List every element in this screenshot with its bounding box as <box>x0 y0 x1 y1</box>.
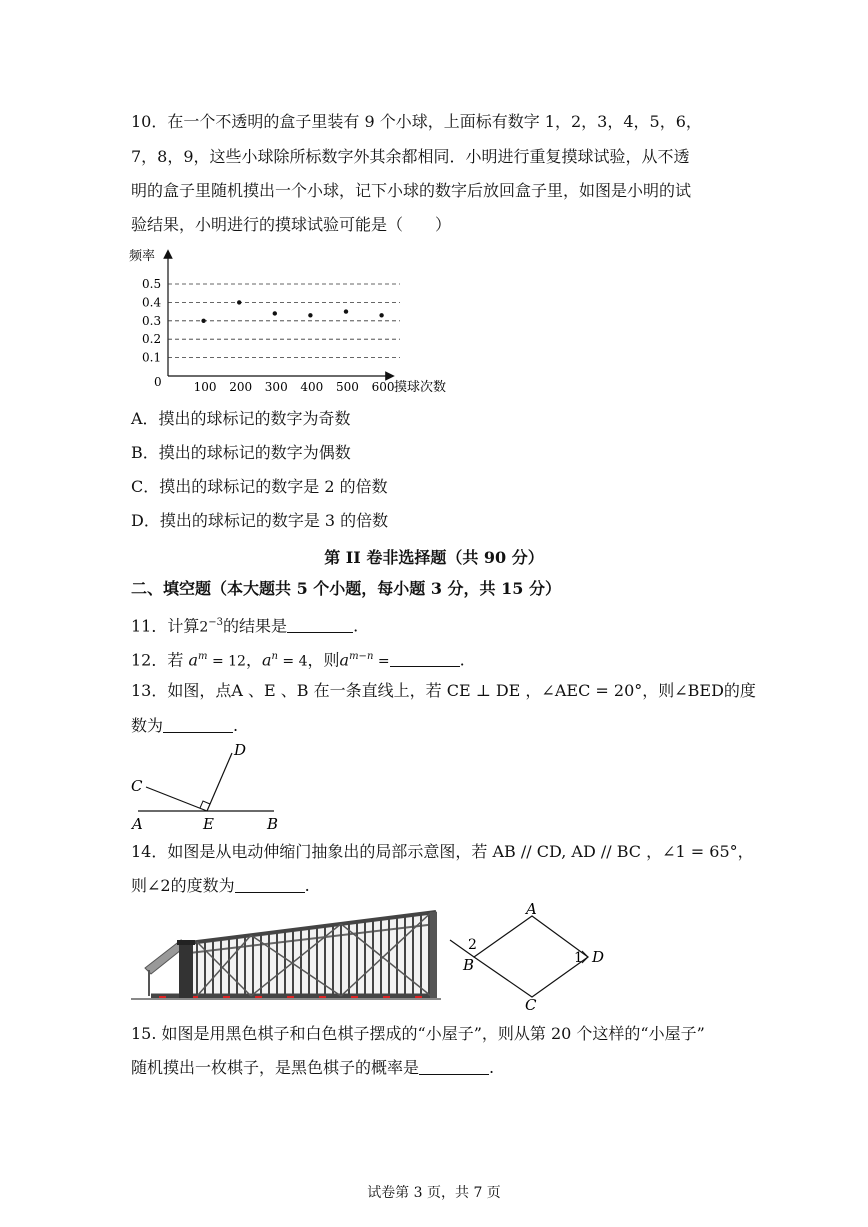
q12-sep1: ， <box>245 650 262 670</box>
q14-line-1: 14．如图是从电动伸缩门抽象出的局部示意图，若 AB // CD, AD // BC ，∠1 = 65°， <box>131 842 754 861</box>
q10-line-1: 10．在一个不透明的盒子里装有 9 个小球，上面标有数字 1，2，3，4，5，6， <box>131 112 702 131</box>
parallelogram-abcd <box>474 916 588 997</box>
q12-exp3: m−n <box>349 651 374 662</box>
q13-prefix: 数为 <box>131 716 164 735</box>
q13-answer-blank[interactable] <box>163 718 233 733</box>
q11-exp: −3 <box>208 617 224 628</box>
q15-line-2 <box>131 1058 494 1078</box>
q12-rest1: = 12 <box>207 653 246 670</box>
q14-line-2 <box>131 876 310 896</box>
y-tick-label: 0.3 <box>142 313 162 328</box>
y-tick-label: 0.4 <box>142 295 162 310</box>
data-point <box>273 311 277 315</box>
telescopic-gate-illustration <box>131 910 441 1006</box>
y-tick-label: 0.5 <box>142 277 162 291</box>
q10-line-3: 明的盒子里随机摸出一个小球，记下小球的数字后放回盒子里，如图是小明的试 <box>131 181 692 200</box>
q14-prefix: 则∠2的度数为 <box>131 876 235 895</box>
q12-a1: a <box>188 650 199 670</box>
q14-end: . <box>304 876 310 895</box>
q11-base: 2 <box>199 619 209 636</box>
label-a: A <box>526 902 537 918</box>
q12-exp2: n <box>271 651 278 662</box>
q12-a3: a <box>339 650 350 670</box>
segment-ec <box>146 787 207 811</box>
data-point <box>344 309 348 313</box>
label-c: C <box>525 996 537 1012</box>
data-point <box>237 300 241 304</box>
q12-rest2: = 4 <box>277 653 308 670</box>
gate-control-column <box>179 942 193 998</box>
q12-sep2: ，则 <box>307 650 340 670</box>
q12-rest3: = <box>373 653 390 670</box>
option-a: A．摸出的球标记的数字为奇数 <box>131 409 351 428</box>
label-e: E <box>203 815 214 832</box>
q14-parallelogram-figure <box>444 902 620 1012</box>
q11-line <box>131 613 358 637</box>
option-b: B．摸出的球标记的数字为偶数 <box>131 443 351 462</box>
label-angle-2: 2 <box>468 937 477 953</box>
q15-prefix: 随机摸出一枚棋子，是黑色棋子的概率是 <box>131 1058 420 1077</box>
q12-end: . <box>459 650 465 670</box>
x-axis-label: 摸球次数 <box>394 380 447 395</box>
y-tick-label: 0.1 <box>142 350 162 365</box>
option-d: D．摸出的球标记的数字是 3 的倍数 <box>131 511 389 530</box>
x-tick-label: 500 <box>336 380 359 394</box>
q11-prefix: 11．计算 <box>131 616 200 636</box>
gate-column-cap <box>177 940 195 945</box>
gate-end-post <box>430 912 437 998</box>
label-b: B <box>267 815 279 832</box>
x-tick-label: 100 <box>193 380 217 394</box>
x-tick-label: 600 <box>371 380 395 394</box>
q15-answer-blank[interactable] <box>419 1060 489 1075</box>
gate-motor-housing <box>145 940 181 974</box>
q10-line-2: 7，8，9，这些小球除所标数字外其余都相同．小明进行重复摸球试验，从不透 <box>131 147 690 166</box>
section-heading: 二、填空题（本大题共 5 个小题，每小题 3 分，共 15 分） <box>131 579 561 598</box>
label-c: C <box>131 777 143 795</box>
q12-answer-blank[interactable] <box>390 652 460 667</box>
label-angle-1: 1 <box>574 950 583 966</box>
x-tick-label: 300 <box>264 380 288 394</box>
y-axis-label: 频率 <box>129 249 156 264</box>
x-tick-label: 400 <box>300 380 324 394</box>
data-point <box>201 319 205 323</box>
frequency-chart <box>128 244 468 396</box>
data-point <box>308 313 312 317</box>
origin-label: 0 <box>154 375 162 389</box>
q11-end: . <box>353 616 359 636</box>
q15-end: . <box>489 1058 495 1077</box>
q13-line-1: 13．如图，点A 、E 、B 在一条直线上，若 CE ⊥ DE ，∠AEC = 20°，则∠BED的度 <box>131 681 756 700</box>
label-d: D <box>234 741 247 759</box>
option-c: C．摸出的球标记的数字是 2 的倍数 <box>131 477 388 496</box>
q14-answer-blank[interactable] <box>235 878 305 893</box>
q13-line-2 <box>131 716 238 736</box>
q12-exp1: m <box>198 651 208 662</box>
data-point <box>379 313 383 317</box>
section-title: 第 II 卷非选择题（共 90 分） <box>324 548 544 567</box>
x-tick-label: 200 <box>229 380 253 394</box>
q12-prefix: 12．若 <box>131 650 184 670</box>
q11-suffix: 的结果是 <box>223 616 288 636</box>
page-footer: 试卷第 3 页，共 7 页 <box>367 1185 501 1201</box>
q10-line-4: 验结果，小明进行的摸球试验可能是（ ） <box>131 215 452 234</box>
label-d: D <box>592 948 605 966</box>
label-a: A <box>132 815 143 832</box>
segment-ed <box>207 753 232 811</box>
q11-answer-blank[interactable] <box>287 618 353 633</box>
q12-line <box>131 647 465 671</box>
q12-a2: a <box>261 650 272 670</box>
label-b: B <box>463 956 475 974</box>
gate-ground-line <box>131 998 441 1000</box>
y-tick-label: 0.2 <box>142 332 162 347</box>
q13-angle-figure <box>128 740 288 832</box>
q15-line-1: 15. 如图是用黑色棋子和白色棋子摆成的“小屋子”，则从第 20 个这样的“小屋子” <box>131 1024 705 1043</box>
q13-end: . <box>233 716 239 735</box>
